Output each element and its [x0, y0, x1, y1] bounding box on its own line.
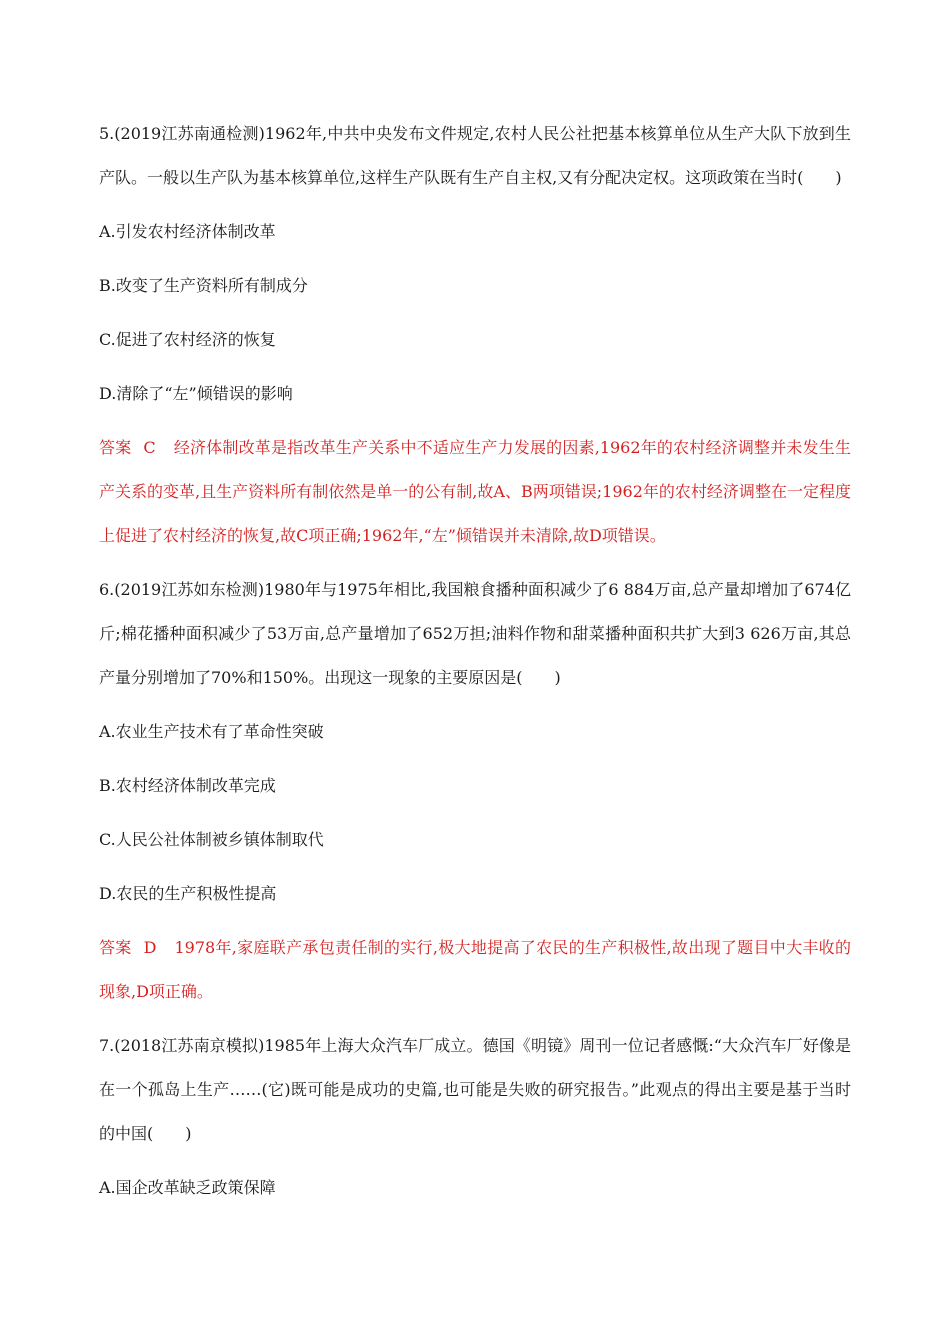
option-d: D.清除了“左”倾错误的影响	[99, 384, 293, 403]
answer-explanation	[99, 926, 851, 1014]
answer-letter: C	[143, 438, 156, 457]
explanation-text: 经济体制改革是指改革生产关系中不适应生产力发展的因素,1962年的农村经济调整并未发生生产关系的变革,且生产资料所有制依然是单一的公有制,故A、B两项错误;1962年的农村经济调整在一定程度上促进了农村经济的恢复,故C项正确;1962年,“左”倾错误并未清除,故D项错误。	[99, 438, 851, 545]
option-b: B.改变了生产资料所有制成分	[99, 276, 308, 295]
explanation-text: 1978年,家庭联产承包责任制的实行,极大地提高了农民的生产积极性,故出现了题目中大丰收的现象,D项正确。	[99, 938, 851, 1001]
option-d: D.农民的生产积极性提高	[99, 884, 277, 903]
option-a: A.国企改革缺乏政策保障	[99, 1178, 276, 1197]
document-page	[99, 112, 851, 1220]
option-c: C.人民公社体制被乡镇体制取代	[99, 830, 324, 849]
question-6	[99, 568, 851, 1014]
question-stem: 5.(2019江苏南通检测)1962年,中共中央发布文件规定,农村人民公社把基本核算单位从生产大队下放到生产队。一般以生产队为基本核算单位,这样生产队既有生产自主权,又有分配决定权。这项政策在当时( )	[99, 124, 851, 187]
option-a: A.引发农村经济体制改革	[99, 222, 276, 241]
question-stem: 7.(2018江苏南京模拟)1985年上海大众汽车厂成立。德国《明镜》周刊一位记者感慨:“大众汽车厂好像是在一个孤岛上生产……(它)既可能是成功的史篇,也可能是失败的研究报告。”此观点的得出主要是基于当时的中国( )	[99, 1036, 851, 1143]
option-b: B.农村经济体制改革完成	[99, 776, 276, 795]
question-stem: 6.(2019江苏如东检测)1980年与1975年相比,我国粮食播种面积减少了6 884万亩,总产量却增加了674亿斤;棉花播种面积减少了53万亩,总产量增加了652万担;油料作物和甜菜播种面积共扩大到3 626万亩,其总产量分别增加了70%和150%。出现这一现象的主要原因是( )	[99, 580, 851, 687]
answer-label: 答案	[99, 938, 132, 957]
question-5	[99, 112, 851, 558]
answer-label: 答案	[99, 438, 132, 457]
question-7	[99, 1024, 851, 1210]
answer-letter: D	[143, 938, 157, 957]
option-a: A.农业生产技术有了革命性突破	[99, 722, 324, 741]
option-c: C.促进了农村经济的恢复	[99, 330, 276, 349]
answer-explanation	[99, 426, 851, 558]
